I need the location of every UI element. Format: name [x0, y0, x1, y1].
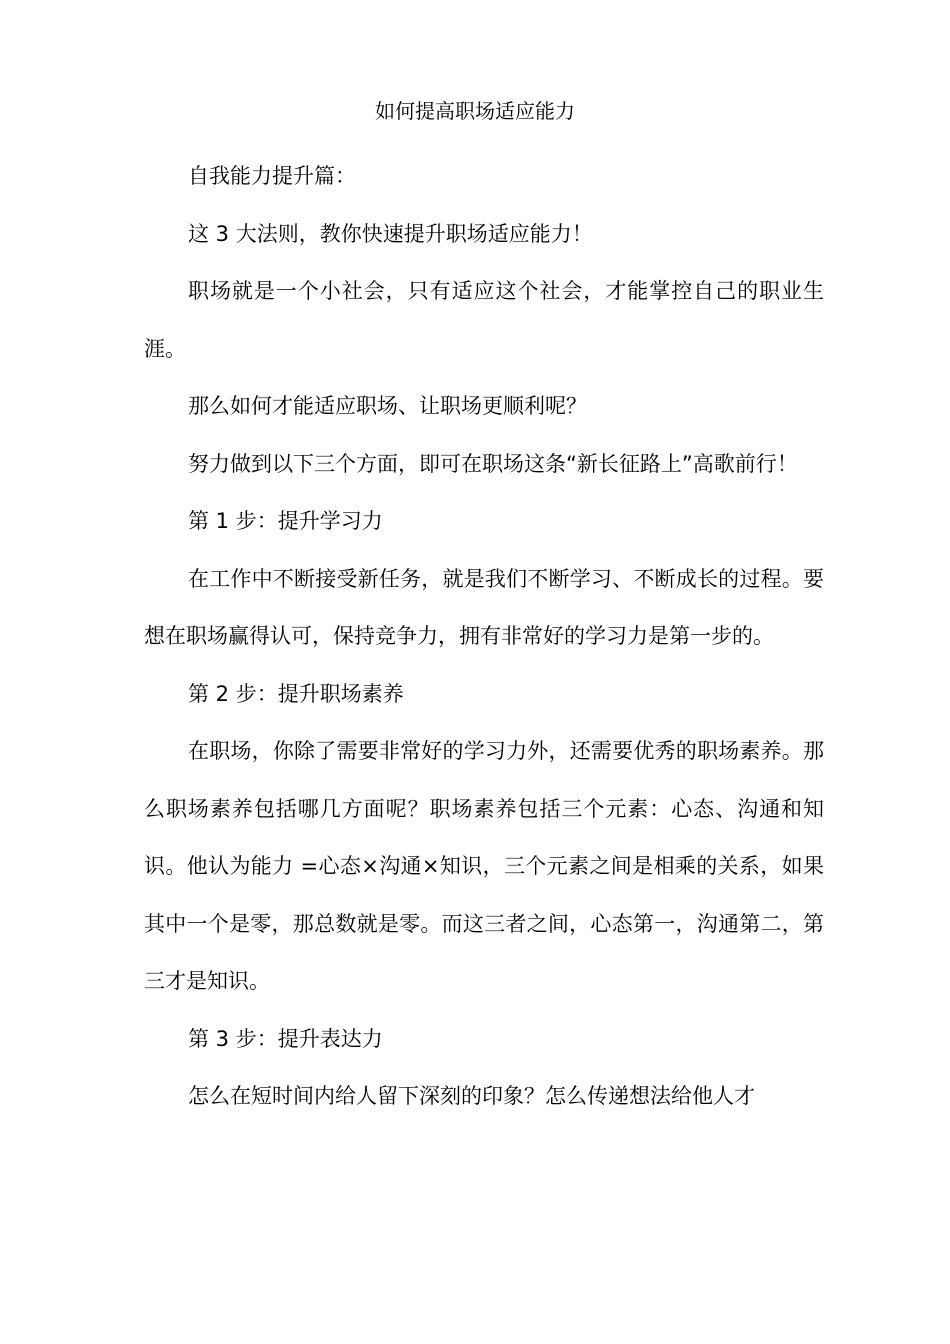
step-1-paragraph: 在工作中不断接受新任务，就是我们不断学习、不断成长的过程。要想在职场赢得认可，保持竞争力，拥有非常好的学习力是第一步的。	[144, 566, 824, 648]
document-body	[144, 148, 824, 1126]
document-title: 如何提高职场适应能力	[375, 99, 575, 123]
paragraph-section-heading: 自我能力提升篇：	[188, 164, 356, 188]
step-3-paragraph: 怎么在短时间内给人留下深刻的印象？怎么传递想法给他人才	[188, 1084, 755, 1108]
paragraph-three-aspects: 努力做到以下三个方面，即可在职场这条“新长征路上”高歌前行！	[188, 451, 798, 476]
paragraph-intro-rules: 这 3 大法则，教你快速提升职场适应能力！	[188, 221, 593, 246]
step-1-heading: 第 1 步：提升学习力	[188, 509, 383, 533]
step-3-heading: 第 3 步：提升表达力	[188, 1026, 383, 1051]
paragraph-small-society: 职场就是一个小社会，只有适应这个社会，才能掌控自己的职业生涯。	[144, 279, 824, 361]
paragraph-question: 那么如何才能适应职场、让职场更顺利呢？	[188, 394, 587, 418]
step-2-paragraph: 在职场，你除了需要非常好的学习力外，还需要优秀的职场素养。那么职场素养包括哪几方面呢？职场素养包括三个元素：心态、沟通和知识。他认为能力 =心态×沟通×知识，三个元素之间是相乘的关系，如果其中一个是零，那总数就是零。而这三者之间，心态第一，沟通第二，第三才是知识。	[144, 739, 824, 993]
step-2-heading: 第 2 步：提升职场素养	[188, 681, 404, 706]
